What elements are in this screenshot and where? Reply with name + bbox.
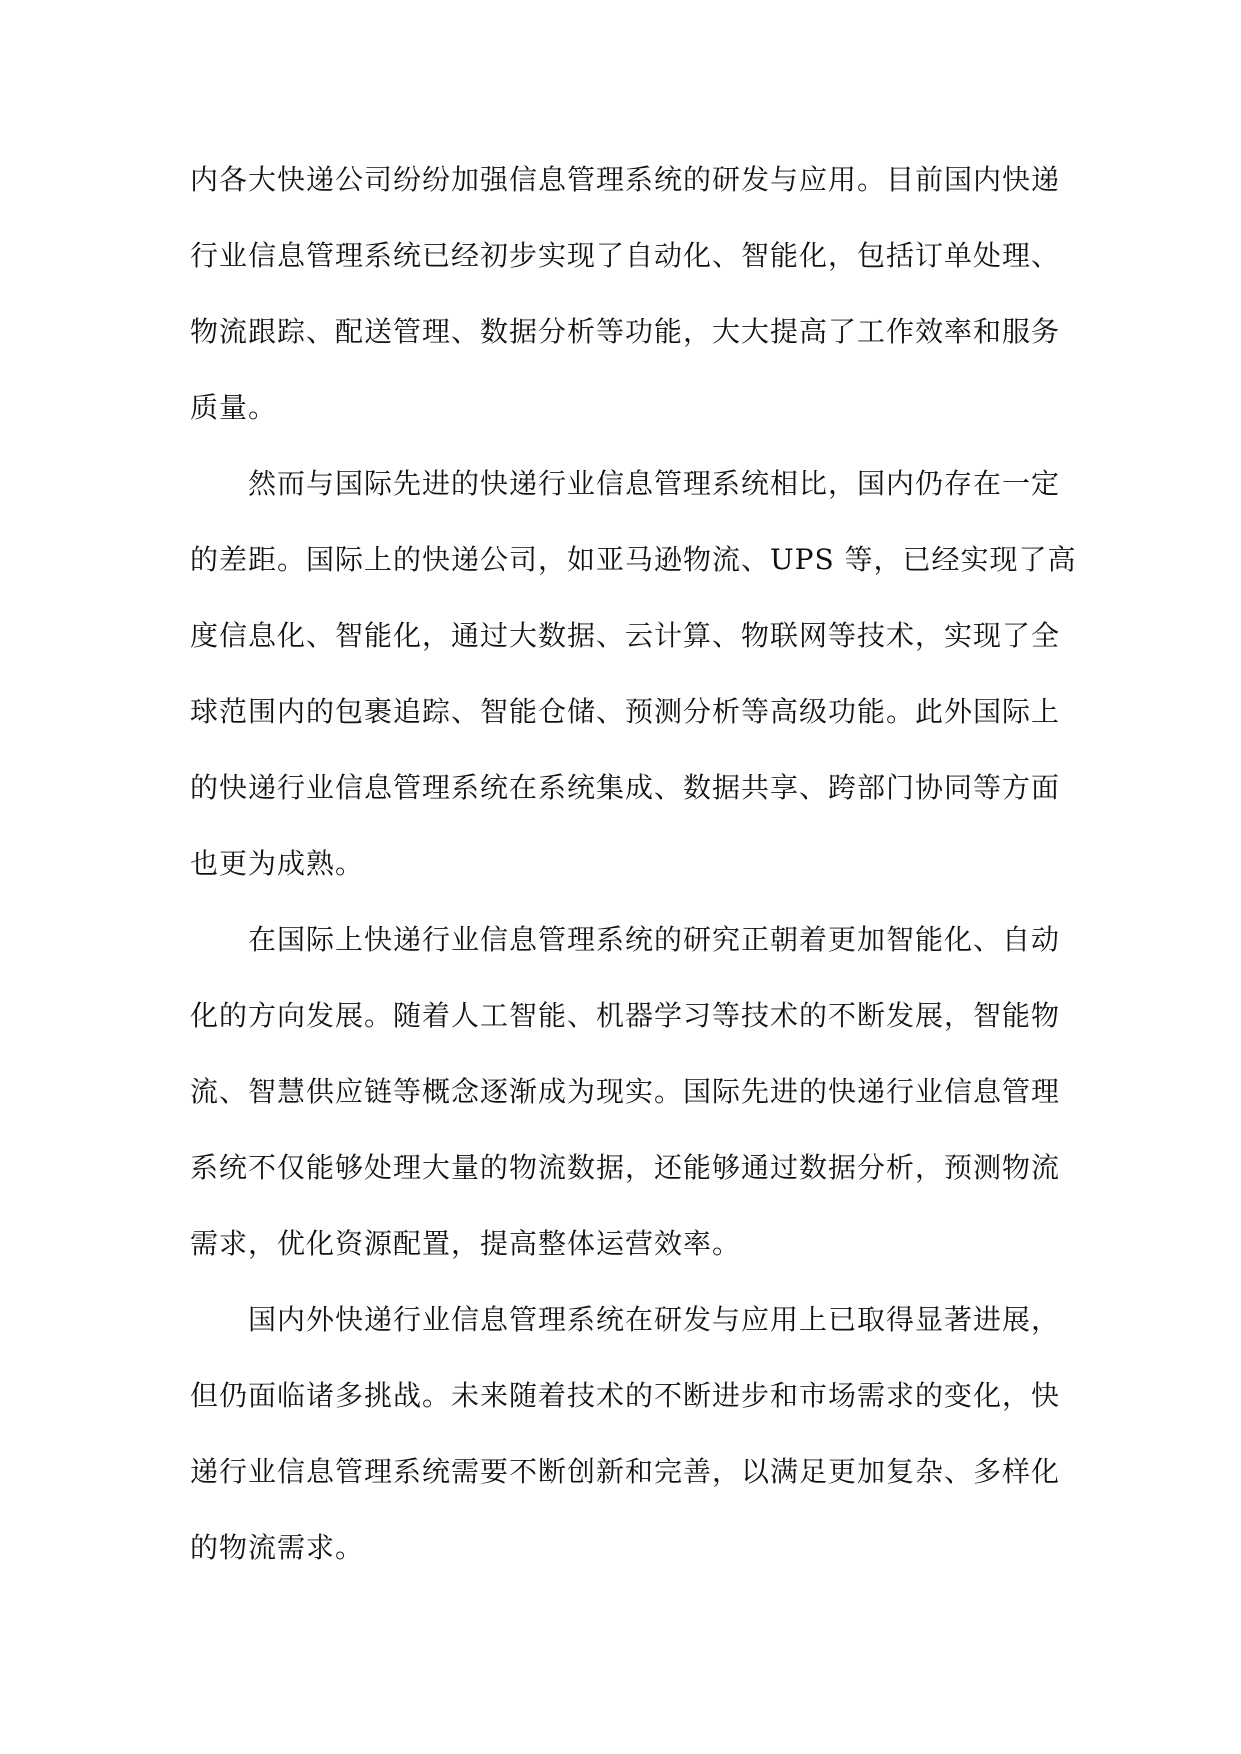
paragraph-line: 物流跟踪、配送管理、数据分析等功能，大大提高了工作效率和服务 [190, 315, 1061, 348]
paragraph-line: 在国际上快递行业信息管理系统的研究正朝着更加智能化、自动 [248, 923, 1061, 956]
paragraph-line: 内各大快递公司纷纷加强信息管理系统的研发与应用。目前国内快递 [190, 163, 1061, 196]
paragraph-line: 质量。 [190, 391, 278, 424]
paragraph-4 [190, 1282, 1070, 1586]
body-text [190, 142, 1077, 1586]
paragraph-line: 的差距。国际上的快递公司，如亚马逊物流、UPS 等，已经实现了高 [190, 543, 1077, 576]
paragraph-line: 然而与国际先进的快递行业信息管理系统相比，国内仍存在一定 [248, 467, 1061, 500]
paragraph-line: 球范围内的包裹追踪、智能仓储、预测分析等高级功能。此外国际上 [190, 695, 1061, 728]
paragraph-line: 系统不仅能够处理大量的物流数据，还能够通过数据分析，预测物流 [190, 1151, 1061, 1184]
paragraph-line: 的快递行业信息管理系统在系统集成、数据共享、跨部门协同等方面 [190, 771, 1061, 804]
paragraph-line: 国内外快递行业信息管理系统在研发与应用上已取得显著进展， [248, 1303, 1061, 1336]
paragraph-line: 但仍面临诸多挑战。未来随着技术的不断进步和市场需求的变化，快 [190, 1379, 1061, 1412]
paragraph-line: 递行业信息管理系统需要不断创新和完善，以满足更加复杂、多样化 [190, 1455, 1061, 1488]
paragraph-2 [190, 446, 1077, 902]
paragraph-line: 行业信息管理系统已经初步实现了自动化、智能化，包括订单处理、 [190, 239, 1061, 272]
paragraph-line: 流、智慧供应链等概念逐渐成为现实。国际先进的快递行业信息管理 [190, 1075, 1061, 1108]
paragraph-line: 也更为成熟。 [190, 847, 365, 880]
paragraph-1 [190, 142, 1070, 446]
paragraph-3 [190, 902, 1070, 1282]
paragraph-line: 的物流需求。 [190, 1531, 365, 1564]
paragraph-line: 度信息化、智能化，通过大数据、云计算、物联网等技术，实现了全 [190, 619, 1061, 652]
paragraph-line: 需求，优化资源配置，提高整体运营效率。 [190, 1227, 742, 1260]
paragraph-line: 化的方向发展。随着人工智能、机器学习等技术的不断发展，智能物 [190, 999, 1061, 1032]
